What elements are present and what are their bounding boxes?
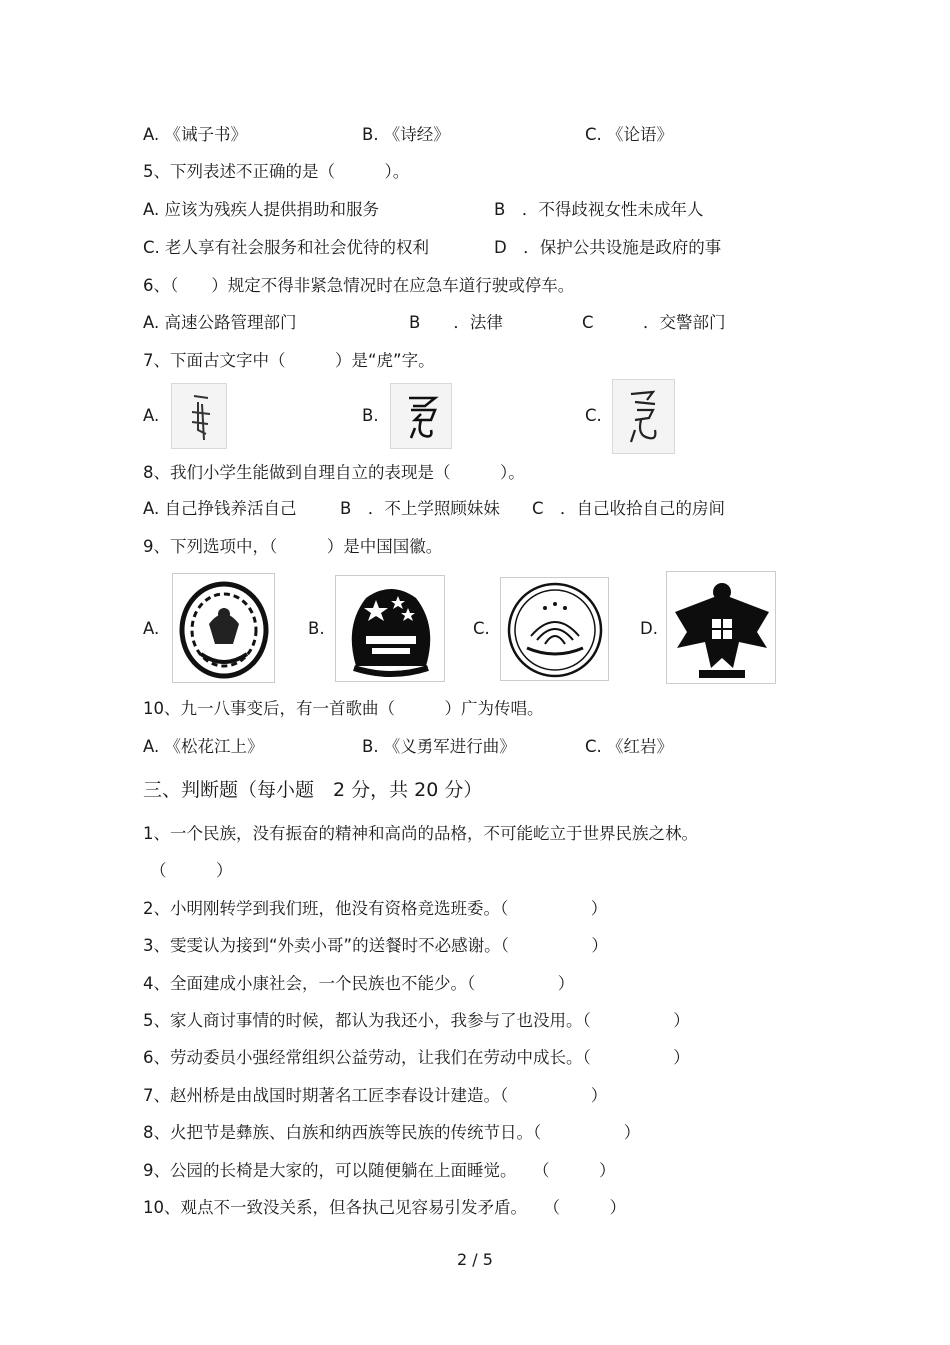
q9-stem: 9、下列选项中，（ ）是中国国徽。 <box>143 537 443 556</box>
ancient-character-image-c <box>612 379 675 454</box>
q7-stem: 7、下面古文字中（ ）是“虎”字。 <box>143 351 435 370</box>
q6-option-a: A. 高速公路管理部门 <box>143 313 297 332</box>
q8-option-a: A. 自己挣钱养活自己 <box>143 499 297 518</box>
q10-stem: 10、九一八事变后，有一首歌曲（ ）广为传唱。 <box>143 699 544 718</box>
ancient-character-image-b <box>390 383 452 449</box>
q9-option-c: C. <box>473 619 490 638</box>
q6-stem: 6、（ ）规定不得非紧急情况时在应急车道行驶或停车。 <box>143 276 575 295</box>
q10-option-c: C. 《红岩》 <box>585 737 674 756</box>
q4-option-b: B. 《诗经》 <box>362 125 450 144</box>
emblem-image-c <box>500 577 609 681</box>
emblem-image-a <box>172 573 275 683</box>
q5-option-c: C. 老人享有社会服务和社会优待的权利 <box>143 238 430 257</box>
q10-option-b: B. 《义勇军进行曲》 <box>362 737 516 756</box>
page-number: 2 / 5 <box>457 1250 493 1269</box>
judgment-item: 4、全面建成小康社会，一个民族也不能少。（ ） <box>143 974 575 993</box>
q4-option-c: C. 《论语》 <box>585 125 674 144</box>
judgment-item: 5、家人商讨事情的时候，都认为我还小，我参与了也没用。（ ） <box>143 1011 690 1030</box>
emblem-image-d <box>666 571 776 684</box>
judgment-item: （ ） <box>150 861 233 880</box>
ancient-character-image-a <box>171 383 227 449</box>
judgment-item: 6、劳动委员小强经常组织公益劳动，让我们在劳动中成长。（ ） <box>143 1048 690 1067</box>
judgment-item: 8、火把节是彝族、白族和纳西族等民族的传统节日。（ ） <box>143 1123 641 1142</box>
q8-option-c: C ．自己收拾自己的房间 <box>532 499 726 518</box>
q7-option-c: C. <box>585 406 602 425</box>
q8-option-b: B ．不上学照顾妹妹 <box>340 499 500 518</box>
judgment-item: 1、一个民族，没有振奋的精神和高尚的品格，不可能屹立于世界民族之林。 <box>143 824 698 843</box>
judgment-item: 3、雯雯认为接到“外卖小哥”的送餐时不必感谢。（ ） <box>143 936 608 955</box>
q9-option-b: B. <box>308 619 325 638</box>
q9-option-d: D. <box>640 619 658 638</box>
q5-option-b: B ．不得歧视女性未成年人 <box>494 200 704 219</box>
q5-option-d: D ．保护公共设施是政府的事 <box>494 238 722 257</box>
judgment-item: 2、小明刚转学到我们班，他没有资格竞选班委。（ ） <box>143 899 608 918</box>
section-three-title: 三、判断题（每小题 2 分，共 20 分） <box>143 779 483 801</box>
q9-option-a: A. <box>143 619 160 638</box>
q7-option-b: B. <box>362 406 379 425</box>
emblem-image-b <box>335 575 445 682</box>
q5-stem: 5、下列表述不正确的是（ ）。 <box>143 162 410 181</box>
q6-option-c: C ．交警部门 <box>582 313 726 332</box>
judgment-item: 10、观点不一致没关系，但各执己见容易引发矛盾。 （ ） <box>143 1198 626 1217</box>
judgment-item: 9、公园的长椅是大家的，可以随便躺在上面睡觉。 （ ） <box>143 1161 616 1180</box>
judgment-item: 7、赵州桥是由战国时期著名工匠李春设计建造。（ ） <box>143 1086 608 1105</box>
q4-option-a: A. 《诫子书》 <box>143 125 247 144</box>
q7-option-a: A. <box>143 406 160 425</box>
q5-option-a: A. 应该为残疾人提供捐助和服务 <box>143 200 379 219</box>
q6-option-b: B ．法律 <box>409 313 503 332</box>
q10-option-a: A. 《松花江上》 <box>143 737 264 756</box>
q8-stem: 8、我们小学生能做到自理自立的表现是（ ）。 <box>143 463 525 482</box>
